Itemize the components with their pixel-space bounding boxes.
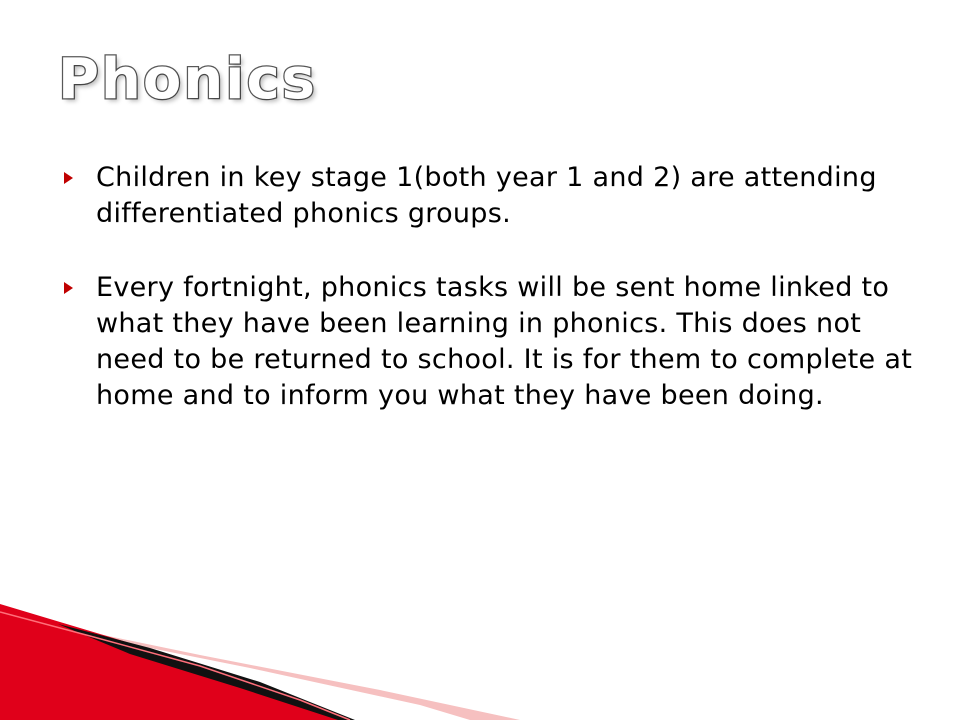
page-title: Phonics (58, 47, 317, 112)
bullet-text: Children in key stage 1(both year 1 and 2) are attending differentiated phonics groups. (96, 162, 877, 229)
bullet-text: Every fortnight, phonics tasks will be sent home linked to what they have been learning in phonics. This does not need to be returned to school. It is for them to complete at home and to inform you what they have been doing. (96, 272, 913, 411)
